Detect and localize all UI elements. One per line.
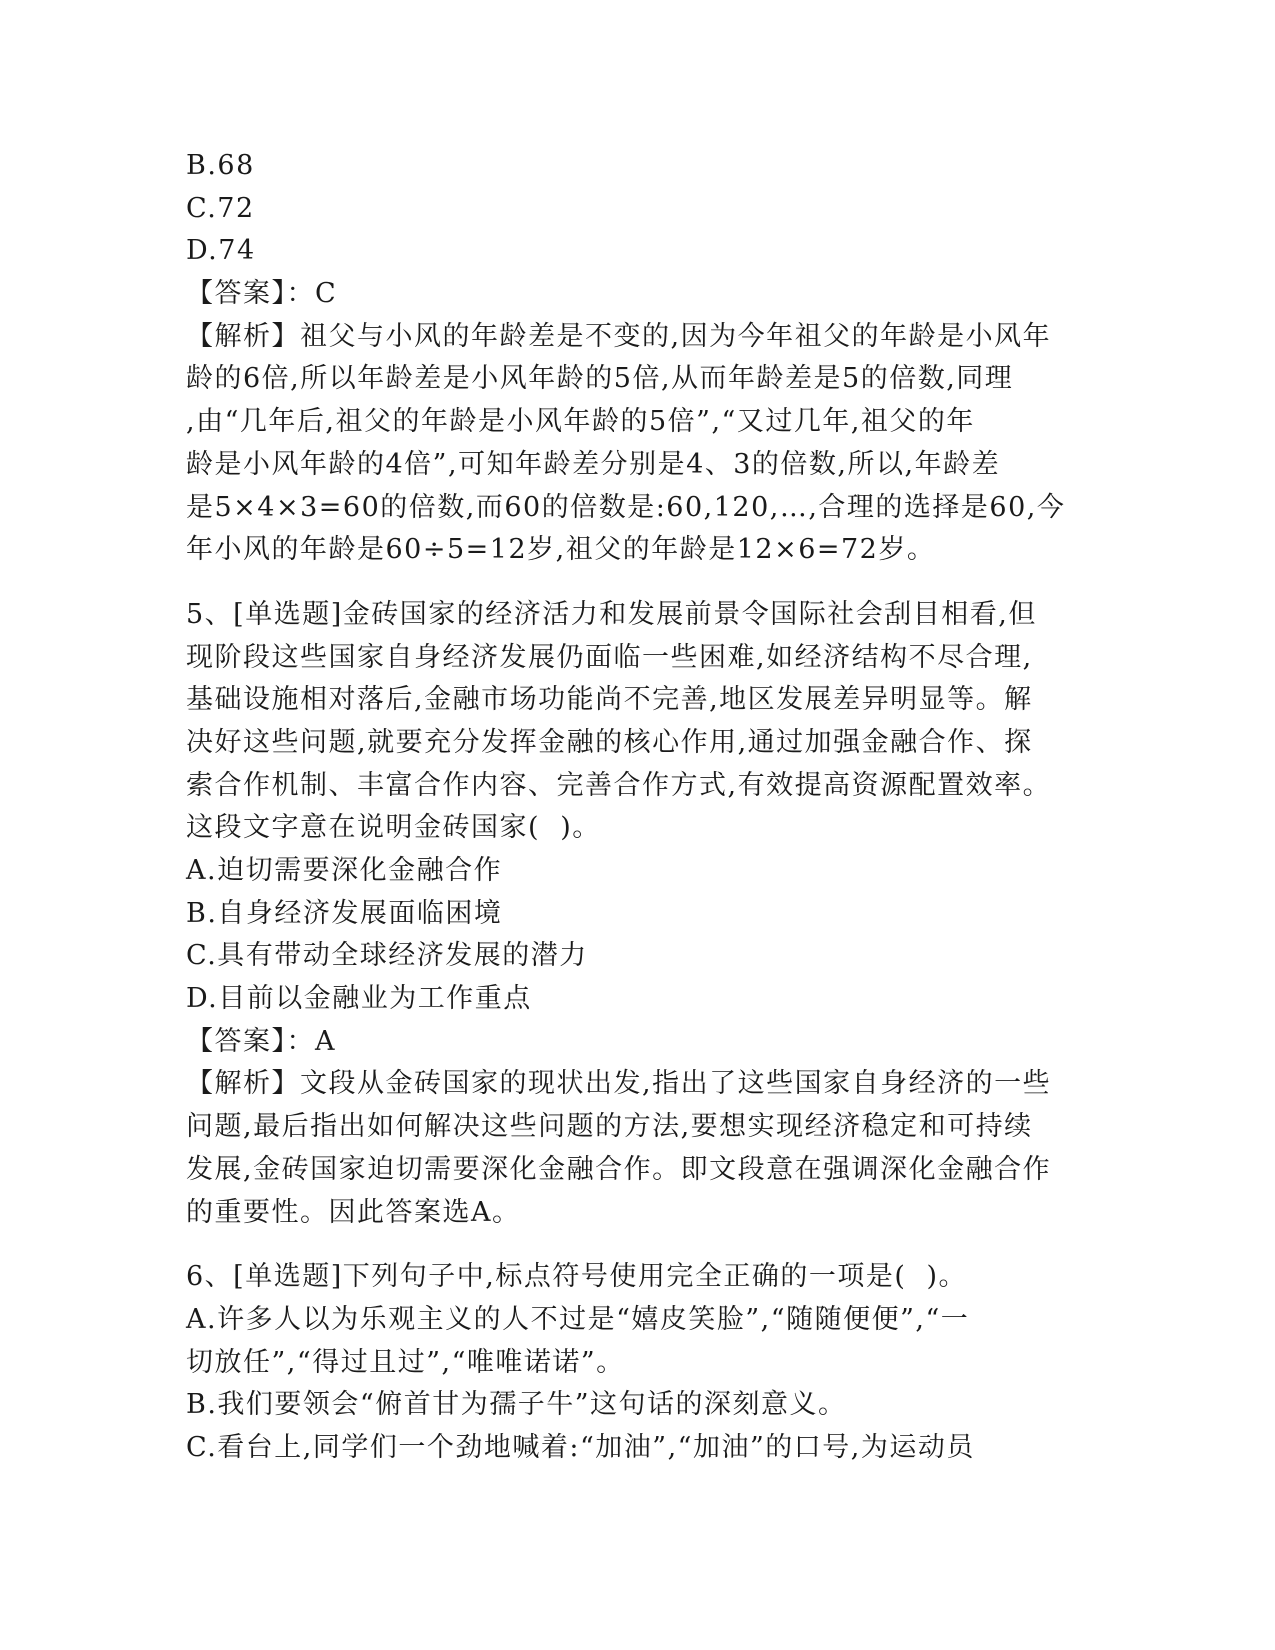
q6-option-line: B.我们要领会“俯首甘为孺子牛”这句话的深刻意义。 bbox=[186, 1389, 847, 1421]
q5-option-a: A.迫切需要深化金融合作 bbox=[186, 855, 503, 886]
q6-option-line: A.许多人以为乐观主义的人不过是“嬉皮笑脸”,“随随便便”,“一 bbox=[186, 1303, 970, 1335]
q5-option-d: D.目前以金融业为工作重点 bbox=[186, 983, 532, 1015]
q5-question-line: 这段文字意在说明金砖国家( )。 bbox=[186, 812, 601, 844]
q6-option-line: C.看台上,同学们一个劲地喊着:“加油”,“加油”的口号,为运动员 bbox=[186, 1431, 975, 1463]
q6-question: 6、[单选题]下列句子中,标点符号使用完全正确的一项是( )。 bbox=[186, 1261, 968, 1293]
q4-answer: 【答案】：C bbox=[186, 278, 338, 310]
q4-option-d: D.74 bbox=[186, 235, 256, 267]
q5-question-line: 决好这些问题,就要充分发挥金融的核心作用,通过加强金融合作、探 bbox=[186, 726, 1033, 758]
q5-analysis-line: 发展,金砖国家迫切需要深化金融合作。即文段意在强调深化金融合作 bbox=[186, 1153, 1052, 1185]
q4-analysis-line: 龄是小风年龄的4倍”,可知年龄差分别是4、3的倍数,所以,年龄差 bbox=[186, 448, 1001, 480]
q4-analysis-line: 龄的6倍,所以年龄差是小风年龄的5倍,从而年龄差是5的倍数,同理 bbox=[186, 363, 1014, 395]
q5-answer: 【答案】：A bbox=[186, 1025, 336, 1057]
page-content bbox=[186, 145, 1076, 1470]
q5-analysis-line: 的重要性。因此答案选A。 bbox=[186, 1196, 521, 1228]
q5-question-line: 5、[单选题]金砖国家的经济活力和发展前景令国际社会刮目相看,但 bbox=[186, 598, 1037, 630]
q4-analysis-line: 是5×4×3=60的倍数,而60的倍数是:60,120,…,合理的选择是60,今 bbox=[186, 491, 1066, 523]
q5-analysis-line: 【解析】文段从金砖国家的现状出发,指出了这些国家自身经济的一些 bbox=[186, 1068, 1052, 1100]
q4-option-b: B.68 bbox=[186, 150, 255, 181]
q5-question-line: 索合作机制、丰富合作内容、完善合作方式,有效提高资源配置效率。 bbox=[186, 769, 1052, 801]
q5-option-b: B.自身经济发展面临困境 bbox=[186, 897, 503, 929]
q4-analysis-line: 【解析】祖父与小风的年龄差是不变的,因为今年祖父的年龄是小风年 bbox=[186, 320, 1052, 352]
q5-question-line: 基础设施相对落后,金融市场功能尚不完善,地区发展差异明显等。解 bbox=[186, 684, 1033, 716]
q4-analysis-line: 年小风的年龄是60÷5=12岁,祖父的年龄是12×6=72岁。 bbox=[186, 534, 936, 566]
q5-question-line: 现阶段这些国家自身经济发展仍面临一些困难,如经济结构不尽合理, bbox=[186, 641, 1033, 673]
q5-option-c: C.具有带动全球经济发展的潜力 bbox=[186, 940, 588, 972]
q4-option-c: C.72 bbox=[186, 192, 255, 224]
section-gap bbox=[186, 572, 1076, 594]
q5-analysis-line: 问题,最后指出如何解决这些问题的方法,要想实现经济稳定和可持续 bbox=[186, 1111, 1033, 1143]
section-gap bbox=[186, 1234, 1076, 1256]
q4-analysis-line: ,由“几年后,祖父的年龄是小风年龄的5倍”,“又过几年,祖父的年 bbox=[186, 406, 975, 438]
q6-option-line: 切放任”,“得过且过”,“唯唯诺诺”。 bbox=[186, 1346, 625, 1378]
